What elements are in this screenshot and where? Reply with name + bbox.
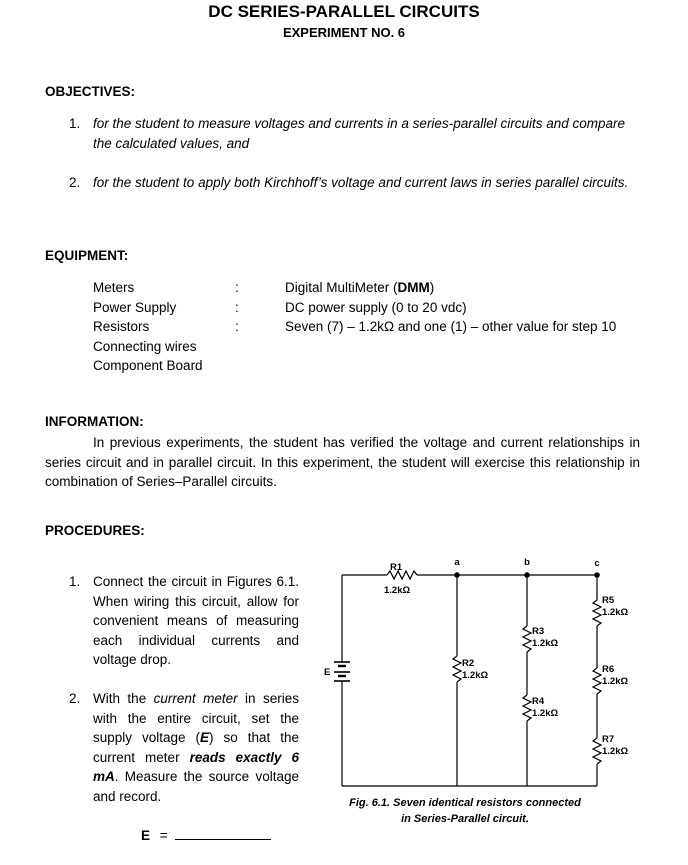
resistor-r1-name: R1: [390, 562, 403, 573]
objective-item-1: [69, 114, 639, 154]
equipment-value: Seven (7) – 1.2kΩ and one (1) – other value for step 10: [285, 319, 617, 334]
procedure-step-2: [69, 689, 301, 809]
resistor-r4-value: 1.2kΩ: [532, 708, 559, 719]
resistor-r2-symbol: [453, 656, 461, 682]
resistor-r7-value: 1.2kΩ: [602, 746, 629, 757]
document-title: DC SERIES-PARALLEL CIRCUITS: [208, 2, 480, 21]
resistor-r5-symbol: [593, 600, 601, 626]
answer-blank[interactable]: [175, 827, 271, 840]
information-paragraph: In previous experiments, the student has verified the voltage and current relationships in series circuit and in parallel circuit. In this experiment, the student will exercise this relationship in combination of Series–Parallel circuits.: [45, 435, 640, 489]
procedures-heading: PROCEDURES:: [45, 523, 145, 538]
figure-caption-line-1: Fig. 6.1. Seven identical resistors connected: [349, 797, 581, 809]
equipment-separator: :: [235, 280, 239, 295]
equipment-table: [93, 278, 653, 378]
resistor-r6-name: R6: [602, 664, 615, 675]
step-number: 1.: [69, 574, 81, 589]
equipment-heading: EQUIPMENT:: [45, 248, 129, 263]
resistor-r7-symbol: [593, 738, 601, 764]
resistor-r6-symbol: [593, 668, 601, 694]
battery-symbol: [334, 662, 350, 681]
resistor-r3-value: 1.2kΩ: [532, 638, 559, 649]
equipment-separator: :: [235, 299, 239, 315]
node-c-dot: [594, 572, 600, 578]
objective-number: 1.: [69, 116, 81, 131]
equipment-value: DC power supply (0 to 20 vdc): [285, 299, 467, 315]
equipment-label: Component Board: [93, 358, 203, 373]
objective-number: 2.: [69, 175, 81, 190]
node-a-dot: [454, 572, 460, 578]
experiment-number: EXPERIMENT NO. 6: [282, 25, 406, 40]
resistor-r4-symbol: [523, 695, 531, 721]
circuit-diagram: [310, 548, 680, 798]
objective-text: for the student to apply both Kirchhoff’s voltage and current laws in series parallel circuits.: [93, 175, 629, 190]
equipment-label: Resistors: [93, 319, 150, 334]
figure-caption-line-2: in Series-Parallel circuit.: [401, 813, 529, 825]
resistor-r1-value: 1.2kΩ: [384, 585, 411, 596]
resistor-r3-symbol: [523, 626, 531, 652]
answer-equals: =: [159, 828, 168, 843]
objectives-heading: OBJECTIVES:: [45, 84, 136, 99]
objective-text: for the student to measure voltages and currents in a series-parallel circuits and compare the calculated values, and: [93, 116, 626, 151]
node-label-b: b: [524, 557, 530, 568]
resistor-r5-name: R5: [602, 595, 615, 606]
resistor-r3-name: R3: [532, 626, 545, 637]
equipment-label: Meters: [93, 280, 135, 295]
answer-label: E: [141, 828, 151, 843]
resistor-r2-value: 1.2kΩ: [462, 670, 489, 681]
resistor-r5-value: 1.2kΩ: [602, 607, 629, 618]
objective-item-2: [69, 173, 639, 213]
step-number: 2.: [69, 691, 81, 706]
step-text: With the current meter in series with the entire circuit, set the supply voltage (E) so that the current meter reads exactly 6 mA. Measure the source voltage and record.: [93, 691, 299, 804]
resistor-r4-name: R4: [532, 696, 545, 707]
equipment-value: Digital MultiMeter (DMM): [285, 280, 435, 295]
source-label: E: [324, 667, 331, 678]
resistor-r2-name: R2: [462, 658, 475, 669]
equipment-label: Power Supply: [93, 299, 177, 315]
equipment-separator: :: [235, 319, 239, 334]
resistor-r6-value: 1.2kΩ: [602, 676, 629, 687]
step-text: Connect the circuit in Figures 6.1. When wiring this circuit, allow for convenient means of measuring each individual currents and voltage drop.: [93, 574, 299, 667]
answer-line: [141, 827, 271, 843]
node-b-dot: [524, 572, 530, 578]
procedure-step-1: [69, 572, 301, 672]
equipment-label: Connecting wires: [93, 338, 197, 354]
node-label-a: a: [454, 557, 460, 568]
resistor-r7-name: R7: [602, 734, 615, 745]
node-label-c: c: [594, 558, 600, 569]
information-heading: INFORMATION:: [45, 414, 144, 429]
figure-caption: [330, 795, 600, 827]
